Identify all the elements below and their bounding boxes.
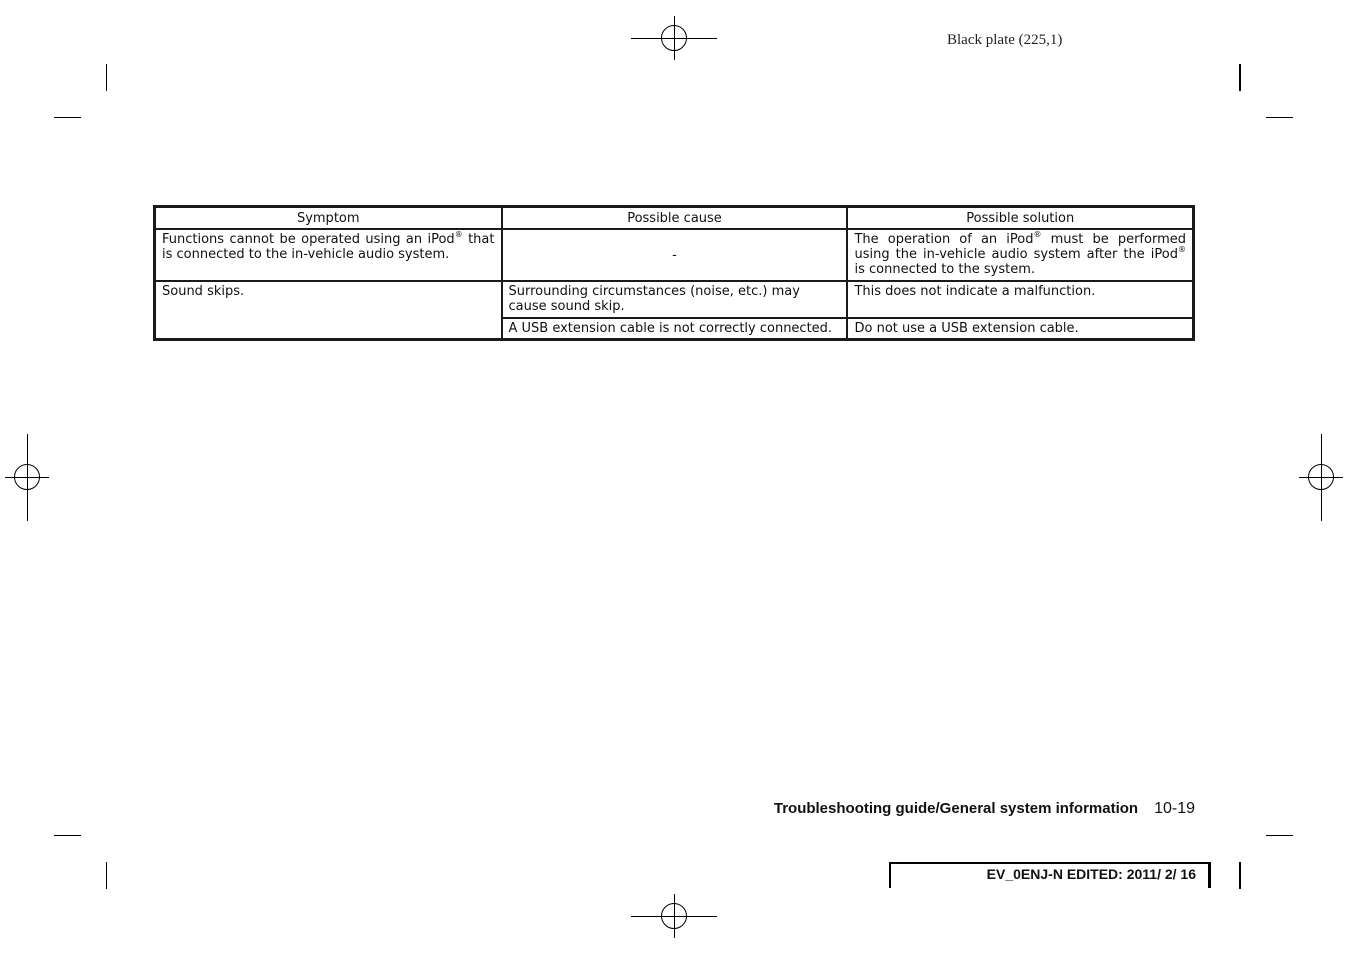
header-possible-solution: Possible solution [847,207,1193,230]
solution-text-b: must be performed using the in-vehicle audio system after the iPod [854,232,1186,262]
header-possible-cause: Possible cause [502,207,848,230]
symptom-cell: Sound skips. [155,281,502,340]
plate-label: Black plate (225,1) [947,32,1063,48]
section-title: Troubleshooting guide/General system information [773,800,1139,817]
registered-mark: ® [1033,230,1042,239]
solution-text-c: is connected to the system. [854,262,1035,277]
solution-text-a: The operation of an iPod [854,232,1034,247]
page-footer [757,800,1195,818]
symptom-text-b: that is connected to the in-vehicle audio system. [162,232,495,262]
table-row [155,229,1194,281]
cause-cell: Surrounding circumstances (noise, etc.) may cause sound skip. [502,281,848,318]
troubleshooting-table [153,205,1195,341]
solution-cell: Do not use a USB extension cable. [847,318,1193,340]
table-row [155,281,1194,318]
registered-mark: ® [454,230,463,239]
table-header-row [155,207,1194,230]
edition-label: EV_0ENJ-N EDITED: 2011/ 2/ 16 [889,862,1211,888]
solution-cell [847,229,1193,281]
cause-cell: - [502,229,848,281]
symptom-text-a: Functions cannot be operated using an iPod [162,232,455,247]
solution-cell: This does not indicate a malfunction. [847,281,1193,318]
header-symptom: Symptom [155,207,502,230]
symptom-cell [155,229,502,281]
cause-cell: A USB extension cable is not correctly connected. [502,318,848,340]
registered-mark: ® [1178,245,1186,254]
page-number: 10-19 [1154,800,1195,817]
